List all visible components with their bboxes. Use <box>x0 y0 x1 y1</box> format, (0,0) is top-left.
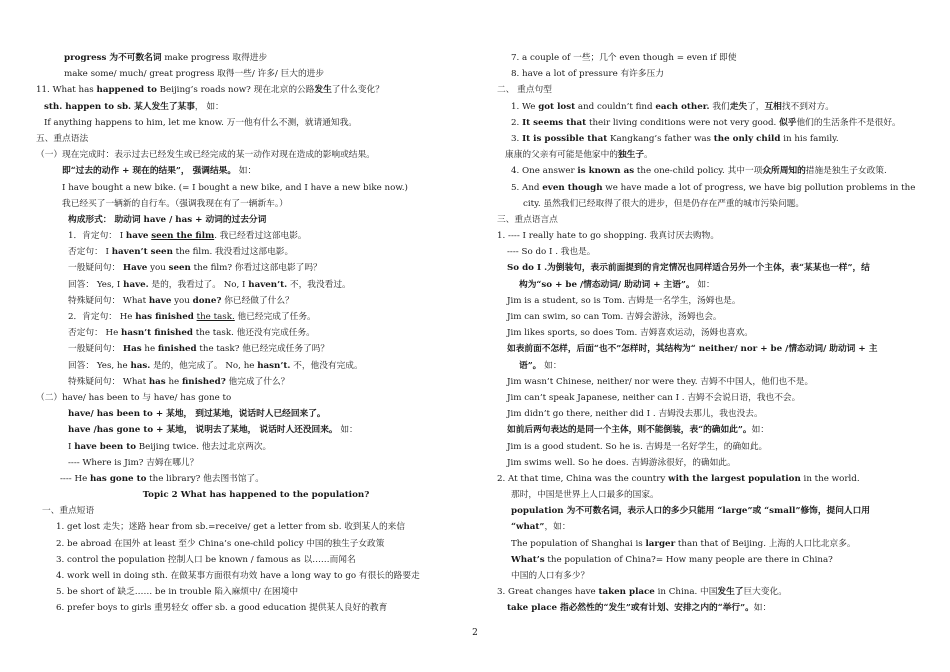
text-run: 独生子 <box>617 150 644 161</box>
left-column-line <box>36 422 476 438</box>
right-column-line <box>497 374 922 390</box>
text-run: 如： <box>694 279 715 290</box>
right-column-line <box>497 503 922 519</box>
right-column-line <box>497 358 922 374</box>
left-column-line <box>36 277 476 293</box>
right-column-line <box>497 390 922 406</box>
right-column-line <box>497 406 922 422</box>
text-run: 回答： Yes, I <box>68 279 124 290</box>
text-run: the task? 他已经完成任务了吗？ <box>196 344 330 355</box>
left-column-line <box>36 584 476 600</box>
text-run: I have bought a new bike. (= I bought a new bike, and I have a new bike now.) <box>62 182 408 193</box>
page-number: 2 <box>472 628 478 638</box>
left-column-line <box>36 374 476 390</box>
text-run: It is possible that <box>522 133 608 144</box>
text-run: Beijing twice. 他去过北京两次。 <box>136 441 272 452</box>
right-column-line <box>497 584 922 600</box>
text-run: So do I . <box>507 263 548 274</box>
text-run: ，如： <box>544 522 571 533</box>
right-column-line <box>497 228 922 244</box>
text-run: ---- So do I . 我也是。 <box>507 247 596 258</box>
text-run: has. <box>130 360 151 371</box>
text-run: （一）现在完成时：表示过去已经发生或已经完成的某一动作对现在造成的影响或结果。 <box>36 150 375 161</box>
text-run: Jim can swim, so can Tom. 吉姆会游泳，汤姆也会。 <box>507 312 722 322</box>
text-run: 如前后两句表达的是同一个主体，则不能倒装，表“的确如此”。 <box>507 425 752 436</box>
left-column-line <box>36 503 476 519</box>
text-run: . 我已经看过这部电影。 <box>214 231 307 242</box>
text-run: in China. 中国 <box>654 587 718 598</box>
text-run: 康康的父亲有可能是他家中的 <box>505 150 618 161</box>
text-run: finished? <box>181 376 226 387</box>
text-run: 巨大变化。 <box>743 587 787 598</box>
text-run: haven’t. <box>248 279 288 290</box>
text-run: 了什么变化？ <box>331 85 384 96</box>
left-column-line <box>36 341 476 357</box>
text-run: the one-child policy. 其中一项 <box>634 166 763 177</box>
text-run: we have made a lot of progress, we have big pollution problems in the <box>602 182 916 193</box>
text-run: Jim is a student, so is Tom. 吉姆是一名学生，汤姆也是。 <box>507 295 741 306</box>
text-run: 三、重点语言点 <box>497 214 558 225</box>
text-run: and couldn’t find <box>575 101 656 112</box>
text-run: 一般疑问句： <box>68 344 123 355</box>
text-run: 8. have a lot of pressure 有许多压力 <box>511 69 664 80</box>
text-run: If anything happens to him, let me know. 万一他有什么不测，就请通知我。 <box>44 117 357 128</box>
text-run: 不，我没看过。 <box>287 279 351 290</box>
right-column-line <box>497 325 922 341</box>
text-run: city. 虽然我们已经取得了很大的进步，但是仍存在严重的城市污染问题。 <box>523 198 805 209</box>
left-column-line <box>36 439 476 455</box>
text-run: 五、重点语法 <box>36 133 89 144</box>
text-run: ---- Where is Jim? 吉姆在哪儿？ <box>68 457 199 468</box>
right-column-line <box>497 131 922 147</box>
text-run: What’s <box>511 554 545 565</box>
text-run: 那时，中国是世界上人口最多的国家。 <box>511 490 659 501</box>
left-column-line <box>36 228 476 244</box>
right-column-line <box>497 422 922 438</box>
right-column-line <box>497 212 922 228</box>
right-column-line <box>497 99 922 115</box>
text-run: with the largest population <box>668 473 801 484</box>
text-run: the only child <box>713 133 781 144</box>
text-run: ， 如： <box>194 101 224 112</box>
left-column-line <box>36 50 476 66</box>
left-column-line <box>36 536 476 552</box>
text-run: is known as <box>577 166 635 177</box>
text-run: make some/ much/ great progress 取得一些/ 许多/ 巨大的进步 <box>64 69 325 80</box>
text-run: got lost <box>538 101 576 112</box>
left-column-line <box>36 309 476 325</box>
text-run: Have <box>122 263 148 274</box>
text-run: 1. We <box>511 101 539 112</box>
text-run: have been to <box>74 441 137 452</box>
right-column-line <box>497 568 922 584</box>
text-run: Jim didn’t go there, neither did I . 吉姆没去那儿，我也没去。 <box>507 409 763 420</box>
text-run: you <box>171 295 193 306</box>
text-run: 2. <box>511 117 523 128</box>
text-run: 。 <box>644 150 653 161</box>
text-run: 发生了 <box>717 587 744 598</box>
text-run: 了， <box>747 101 765 112</box>
right-column-line <box>497 277 922 293</box>
text-run: progress 为不可数名词 <box>64 53 162 63</box>
text-run: 我们 <box>709 101 730 112</box>
right-column-line <box>497 163 922 179</box>
text-run: 2．肯定句： He <box>68 312 136 322</box>
text-run: 似乎 <box>779 117 797 128</box>
text-run: even though <box>542 182 603 193</box>
left-column <box>36 50 476 617</box>
left-column-line <box>36 519 476 535</box>
text-run: he <box>141 344 158 355</box>
text-run: Jim is a good student. So he is. 吉姆是一名好学生，的确如此。 <box>507 441 768 452</box>
left-column-line <box>36 293 476 309</box>
text-run: 5. be short of 缺乏…… be in trouble 陷入麻烦中/ 在困境中 <box>56 587 299 598</box>
left-column-line <box>36 487 476 503</box>
text-run: （二）have/ has been to 与 have/ has gone to <box>36 392 232 403</box>
right-column-line <box>497 147 922 163</box>
text-run: have <box>148 295 172 306</box>
text-run: hasn’t. <box>257 360 291 371</box>
text-run: I <box>68 441 75 452</box>
left-column-line <box>36 471 476 487</box>
text-run: 走失 <box>729 101 748 112</box>
text-run: than that of Beijing. 上海的人口比北京多。 <box>675 538 856 549</box>
text-run: 3. control the population 控制人口 be known / famous as 以……而闻名 <box>56 554 356 565</box>
right-column-line <box>497 115 922 131</box>
text-run: the library? 他去图书馆了。 <box>146 473 264 484</box>
left-column-line <box>36 66 476 82</box>
left-column-line <box>36 600 476 616</box>
text-run: 你已经做了什么？ <box>221 295 294 306</box>
right-column-line <box>497 50 922 66</box>
text-run: 1. ---- I really hate to go shopping. 我真讨厌去购物。 <box>497 231 720 242</box>
left-column-line <box>36 260 476 276</box>
text-run: in his family. <box>780 133 839 144</box>
text-run: 为倒装句，表示前面提到的肯定情况也同样适合另外一个主体，表“某某也一样”，结 <box>547 263 870 274</box>
text-run: the task. <box>196 312 235 322</box>
left-column-line <box>36 163 476 179</box>
left-column-line <box>36 390 476 406</box>
text-run: 措施是独生子女政策. <box>805 166 887 177</box>
text-run: 否定句： He <box>68 328 121 339</box>
left-column-line <box>36 406 476 422</box>
right-column-line <box>497 552 922 568</box>
text-run: It seems that <box>522 117 587 128</box>
right-column-line <box>497 309 922 325</box>
right-column-line <box>497 260 922 276</box>
text-run: their living conditions were not very good. <box>586 117 780 128</box>
text-run: Has <box>122 344 142 355</box>
text-run: seen <box>168 263 191 274</box>
text-run: 2. be abroad 在国外 at least 至少 China’s one-child policy 中国的独生子女政策 <box>56 538 385 549</box>
text-run: 是的，他完成了。 No, he <box>150 360 258 371</box>
text-run: 如： <box>541 360 562 371</box>
text-run: 我已经买了一辆新的自行车。（强调我现在有了一辆新车。） <box>62 198 288 209</box>
text-run: 是的，我看过了。 No, I <box>148 279 249 290</box>
text-run: has <box>148 376 166 387</box>
left-column-line <box>36 147 476 163</box>
text-run: 11. What has <box>36 85 97 96</box>
text-run: 1. get lost 走失；迷路 hear from sb.=receive/ get a letter from sb. 收到某人的来信 <box>56 522 406 533</box>
text-run: Kangkang’s father was <box>607 133 714 144</box>
text-run: 互相 <box>764 101 782 112</box>
text-run: has gone to <box>89 473 147 484</box>
right-column-line <box>497 244 922 260</box>
text-run: taken place <box>598 587 655 598</box>
right-column-line <box>497 519 922 535</box>
text-run: the film. 我没看过这部电影。 <box>172 247 294 258</box>
text-run: have /has gone to + 某地， 说明去了某地， 说话时人还没回来。 <box>68 425 338 436</box>
left-column-line <box>36 196 476 212</box>
text-run: 二、 重点句型 <box>497 85 552 96</box>
text-run: seen the film <box>151 231 215 242</box>
left-column-line <box>36 82 476 98</box>
right-column-line <box>497 536 922 552</box>
right-column-line <box>497 66 922 82</box>
right-column-line <box>497 471 922 487</box>
text-run: Jim can’t speak Japanese, neither can I . 吉姆不会说日语，我也不会。 <box>507 392 801 403</box>
text-run: happened to <box>96 85 157 96</box>
left-column-line <box>36 180 476 196</box>
text-run: have. <box>123 279 149 290</box>
left-column-line <box>36 552 476 568</box>
text-run: 众所周知的 <box>762 166 806 177</box>
text-run: 特殊疑问句： What <box>68 295 149 306</box>
right-column-line <box>497 82 922 98</box>
right-column-line <box>497 341 922 357</box>
text-run: 找不到对方。 <box>781 101 834 112</box>
right-column-line <box>497 487 922 503</box>
right-column-line <box>497 439 922 455</box>
text-run: 1．肯定句： I <box>68 231 126 242</box>
text-run: haven’t seen <box>111 247 173 258</box>
left-column-line <box>36 325 476 341</box>
text-run: 如： <box>236 166 257 177</box>
text-run: sth. happen to sb. 某人发生了某事 <box>44 101 195 112</box>
text-run: population 为不可数名词，表示人口的多少只能用 “large”或 “small”修饰，提问人口用 <box>511 506 870 517</box>
text-run: hasn’t finished <box>121 328 193 339</box>
text-run: done? <box>192 295 222 306</box>
text-run: 回答： Yes, he <box>68 360 131 371</box>
text-run: 2. At that time, China was the country <box>497 473 669 484</box>
text-run: take place 指必然性的“发生”或有计划、安排之内的“举行”。 <box>507 603 754 614</box>
text-run: in the world. <box>800 473 860 484</box>
text-run: have <box>125 231 149 242</box>
text-run: 否定句： I <box>68 247 112 258</box>
text-run: 如表前面不怎样，后面“也不”怎样时，其结构为“ neither/ nor + be /情态动词/ 助动词 + 主 <box>507 344 878 355</box>
text-run: 特殊疑问句： What <box>68 376 149 387</box>
text-run: the task. 他还没有完成任务。 <box>192 328 315 339</box>
right-column-line <box>497 455 922 471</box>
text-run: 他完成了什么？ <box>225 376 290 387</box>
text-run: Jim wasn’t Chinese, neither/ nor were they. 吉姆不中国人，他们也不是。 <box>507 376 814 387</box>
left-column-line <box>36 244 476 260</box>
text-run: 他已经完成了任务。 <box>234 312 316 322</box>
text-run: 即“过去的动作 + 现在的结果”， 强调结果。 <box>62 166 237 177</box>
text-run: 7. a couple of 一些；几个 even though = even if 即使 <box>511 53 737 63</box>
text-run: 5. And <box>511 182 543 193</box>
text-run: each other. <box>655 101 710 112</box>
text-run: 不，他没有完成。 <box>290 360 363 371</box>
left-column-line <box>36 568 476 584</box>
text-run: 3. Great changes have <box>497 587 599 598</box>
right-column-line <box>497 600 922 616</box>
text-run: 如： <box>753 603 772 614</box>
text-run: 3. <box>511 133 523 144</box>
text-run: Jim likes sports, so does Tom. 吉姆喜欢运动，汤姆也喜欢。 <box>507 328 753 339</box>
text-run: he <box>165 376 182 387</box>
text-run: 4. work well in doing sth. 在做某事方面很有功效 have a long way to go 有很长的路要走 <box>56 571 420 581</box>
text-run: 一般疑问句： <box>68 263 123 274</box>
text-run: Topic 2 What has happened to the population? <box>142 490 370 501</box>
text-run: Jim swims well. So he does. 吉姆游泳很好，的确如此。 <box>507 457 736 468</box>
right-column-line <box>497 196 922 212</box>
text-run: 构为“so + be /情态动词/ 助动词 + 主语”。 <box>519 279 695 290</box>
left-column-line <box>36 212 476 228</box>
text-run: 构成形式： 助动词 have / has + 动词的过去分词 <box>68 214 267 225</box>
left-column-line <box>36 131 476 147</box>
left-column-line <box>36 115 476 131</box>
text-run: make progress 取得进步 <box>161 53 268 63</box>
text-run: 他们的生活条件不是很好。 <box>796 117 901 128</box>
text-run: 一、重点短语 <box>42 506 95 517</box>
left-column-line <box>36 358 476 374</box>
text-run: larger <box>645 538 676 549</box>
text-run: 6. prefer boys to girls 重男轻女 offer sb. a good education 提供某人良好的教育 <box>56 603 388 614</box>
text-run: “what” <box>511 522 545 533</box>
text-run: 如： <box>751 425 769 436</box>
text-run: The population of Shanghai is <box>511 538 646 549</box>
text-run: the population of China?= How many people are there in China? <box>544 554 833 565</box>
text-run: 中国的人口有多少？ <box>511 571 590 581</box>
left-column-line <box>36 455 476 471</box>
text-run: ---- He <box>60 473 90 484</box>
text-run: the film? 你看过这部电影了吗？ <box>190 263 322 274</box>
text-run: 语”。 <box>519 360 542 371</box>
right-column-line <box>497 180 922 196</box>
text-run: 发生 <box>314 85 332 96</box>
left-column-line <box>36 99 476 115</box>
text-run: finished <box>157 344 197 355</box>
right-column <box>497 50 922 617</box>
text-run: you <box>147 263 169 274</box>
right-column-line <box>497 293 922 309</box>
text-run: 4. One answer <box>511 166 578 177</box>
text-run: have/ has been to + 某地， 到过某地，说话时人已经回来了。 <box>68 409 326 420</box>
text-run: 如： <box>337 425 358 436</box>
text-run: Beijing’s roads now? 现在北京的公路 <box>156 85 315 96</box>
text-run: has finished <box>135 312 194 322</box>
